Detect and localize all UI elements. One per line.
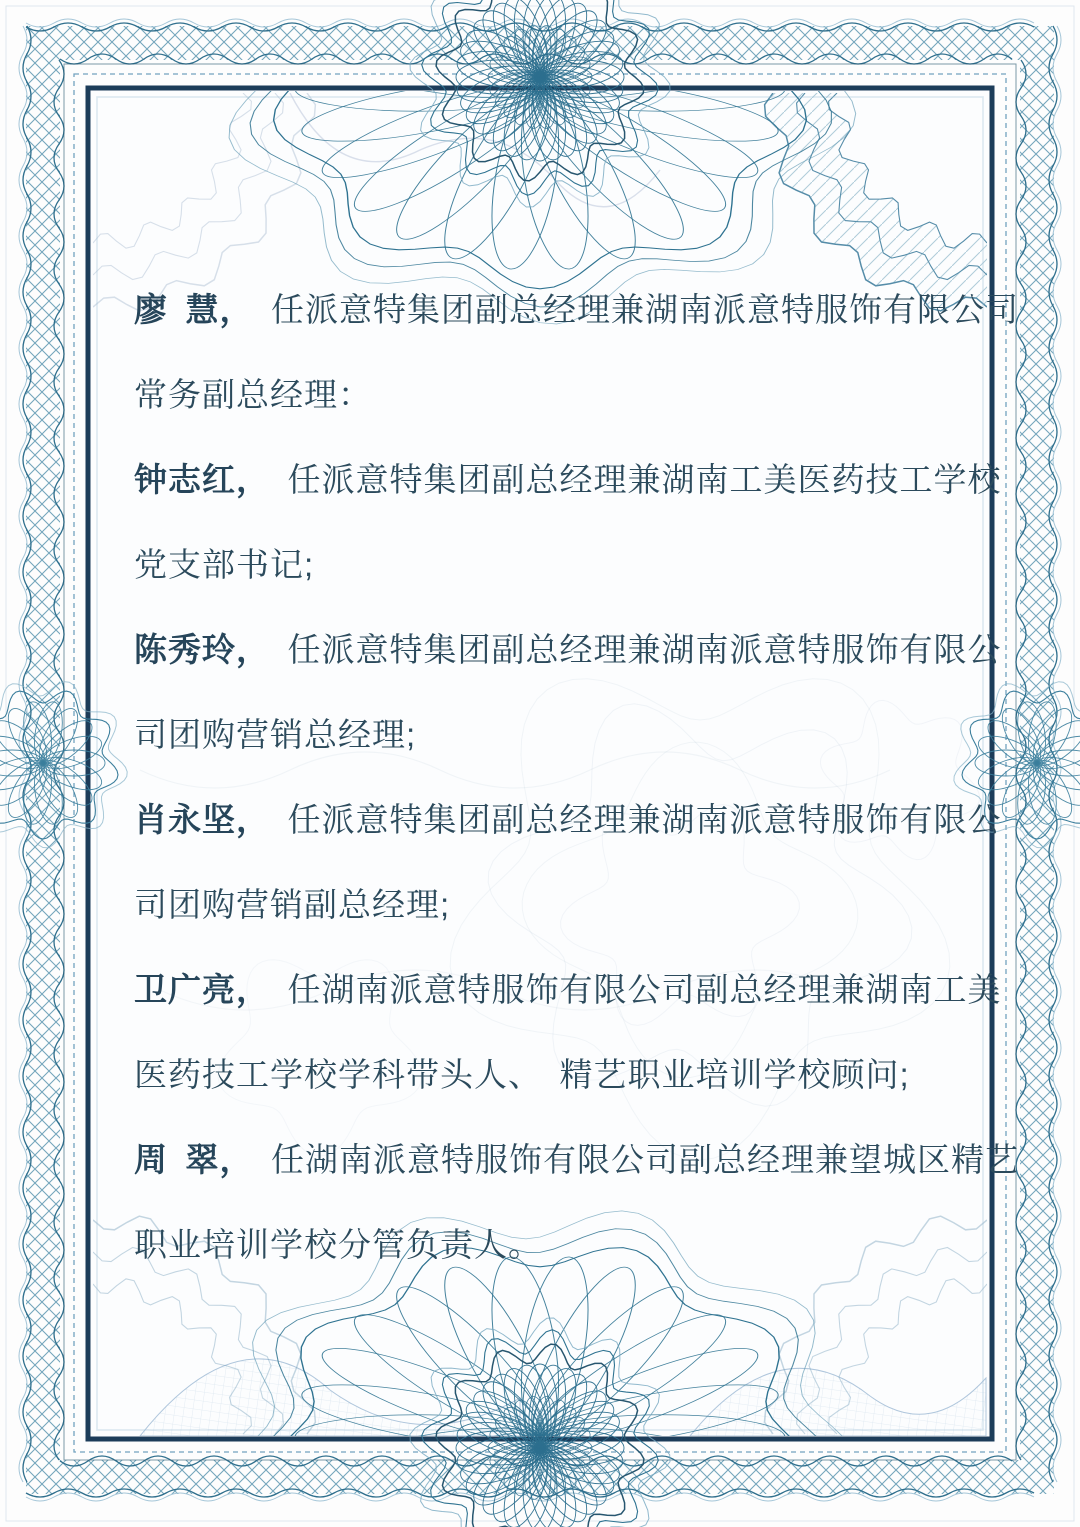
person-name: 肖永坚，: [134, 801, 270, 838]
person-name: 卫广亮，: [134, 971, 270, 1008]
appointment-line: [134, 1202, 1019, 1287]
appointment-line-text: 常务副总经理：: [134, 376, 372, 413]
appointment-line-text: 任湖南派意特服饰有限公司副总经理兼湖南工美: [270, 971, 1002, 1008]
appointment-line: [134, 947, 1019, 1032]
appointment-line-text: 司团购营销副总经理;: [134, 886, 451, 923]
person-name: 钟志红，: [134, 461, 270, 498]
appointment-line-text: 医药技工学校学科带头人、 精艺职业培训学校顾问;: [134, 1056, 910, 1093]
person-name: 廖 慧，: [134, 291, 254, 328]
appointment-line-text: 党支部书记;: [134, 546, 315, 583]
appointment-line: [134, 692, 1019, 777]
person-name: 周 翠，: [134, 1141, 254, 1178]
appointment-line: [134, 352, 1019, 437]
appointment-text-block: [134, 267, 1019, 1287]
appointment-line: [134, 1032, 1019, 1117]
appointment-line-text: 任派意特集团副总经理兼湖南派意特服饰有限公: [270, 631, 1002, 668]
appointment-line: [134, 267, 1019, 352]
person-name: 陈秀玲，: [134, 631, 270, 668]
appointment-line: [134, 437, 1019, 522]
appointment-line: [134, 522, 1019, 607]
appointment-line: [134, 607, 1019, 692]
appointment-line-text: 司团购营销总经理;: [134, 716, 417, 753]
appointment-line: [134, 777, 1019, 862]
appointment-line-text: 职业培训学校分管负责人。: [134, 1226, 542, 1263]
appointment-line-text: 任派意特集团副总经理兼湖南派意特服饰有限公司: [253, 291, 1019, 328]
appointment-line-text: 任派意特集团副总经理兼湖南派意特服饰有限公: [270, 801, 1002, 838]
appointment-line-text: 任湖南派意特服饰有限公司副总经理兼望城区精艺: [253, 1141, 1019, 1178]
appointment-line-text: 任派意特集团副总经理兼湖南工美医药技工学校: [270, 461, 1002, 498]
appointment-line: [134, 862, 1019, 947]
appointment-line: [134, 1117, 1019, 1202]
